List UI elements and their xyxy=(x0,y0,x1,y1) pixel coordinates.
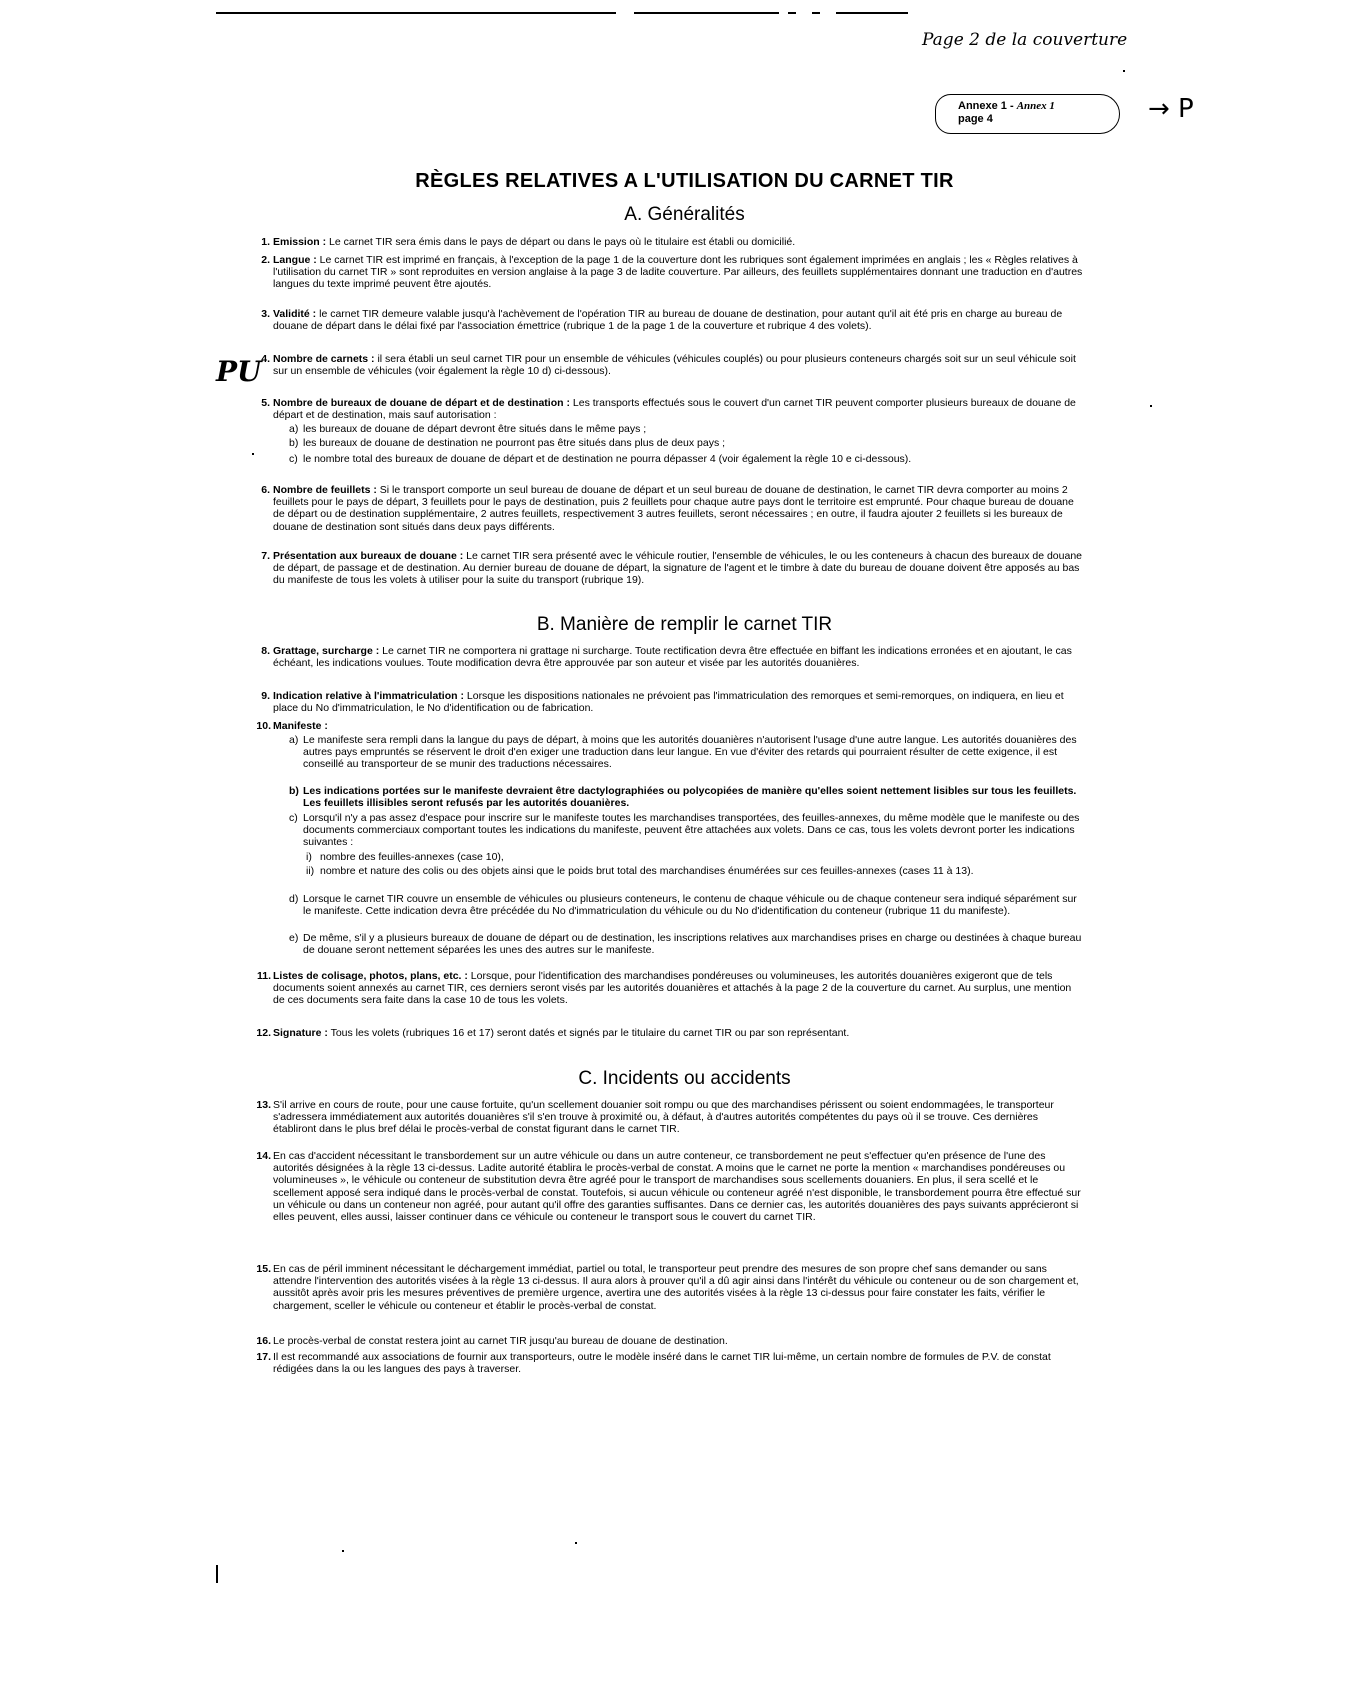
rule-10c: c) Lorsqu'il n'y a pas assez d'espace pour inscrire sur le manifeste toutes les marchandises transportées, des feuilles-annexes, du même modèle que le manifeste ou des documents commerciaux comportant toutes les indications du manifeste, peuvent être attachées aux volets. Dans ce cas, tous les volets devront porter les indications suivantes : xyxy=(289,812,1080,849)
rule-5c: c) le nombre total des bureaux de douane de départ et de destination ne pourra dépasser 4 (voir également la règle 10 e ci-dessous). xyxy=(289,453,912,465)
scan-speck xyxy=(1150,405,1152,407)
handwritten-note: Page 2 de la couverture xyxy=(922,30,1128,50)
rule-7: 7. Présentation aux bureaux de douane : Le carnet TIR sera présenté avec le véhicule routier, l'ensemble de véhicules, le ou les conteneurs à chacun des bureaux de douane de départ, de passage et de destination. Au dernier bureau de douane de départ, la signature de l'agent et le timbre à date du bureau de douane doivent être apposés au bas du manifeste de tous les volets à utiliser pour la suite du transport (rubrique 19). xyxy=(261,550,1082,587)
rule-9: 9. Indication relative à l'immatriculation : Lorsque les dispositions nationales ne prévoient pas l'immatriculation des remorques et semi-remorques, on indiquera, en lieu et place du No d'immatriculation, le No d'identification ou de fabrication. xyxy=(261,690,1064,715)
rule-5: 5. Nombre de bureaux de douane de départ et de destination : Les transports effectués sous le couvert d'un carnet TIR peuvent comporter plusieurs bureaux de douane de départ et de destination, mais sauf autorisation : xyxy=(261,397,1076,422)
top-rule-left xyxy=(216,12,616,14)
rule-1: 1. Emission : Le carnet TIR sera émis dans le pays de départ ou dans le pays où le titulaire est établi ou domicilié. xyxy=(261,236,796,248)
rule-10: 10. Manifeste : xyxy=(256,720,328,732)
rule-10c-i: i) nombre des feuilles-annexes (case 10), xyxy=(306,851,504,863)
rule-4: 4. Nombre de carnets : il sera établi un seul carnet TIR pour un ensemble de véhicules (véhicules couplés) ou pour plusieurs conteneurs chargés soit sur un seul véhicule soit sur un ensemble de véhicules (voir également la règle 10 d) ci-dessous). xyxy=(261,353,1076,378)
scan-speck xyxy=(252,453,254,455)
rule-13: 13. S'il arrive en cours de route, pour une cause fortuite, qu'un scellement douanier soit rompu ou que des marchandises périssent ou soient endommagées, le transporteur s'adressera immédiatement aux autorités douanières s'il s'en trouve à proximité ou, à défaut, à d'autres autorités compétentes du pays où il se trouve. Ces dernières établiront dans le plus bref délai le procès-verbal de constat figurant dans le carnet TIR. xyxy=(256,1099,1054,1136)
rule-5b: b) les bureaux de douane de destination ne pourront pas être situés dans plus de deux pays ; xyxy=(289,437,726,449)
annex-label xyxy=(935,94,1120,134)
annex-line1-italic: Annex 1 xyxy=(1016,100,1055,112)
scan-speck xyxy=(342,1550,344,1552)
rule-16: 16. Le procès-verbal de constat restera joint au carnet TIR jusqu'au bureau de douane de destination. xyxy=(256,1335,728,1347)
section-b-title: B. Manière de remplir le carnet TIR xyxy=(536,614,833,635)
top-rule-dash2 xyxy=(812,12,820,14)
scan-speck xyxy=(216,1565,218,1583)
scan-speck xyxy=(1123,70,1125,72)
rule-14: 14. En cas d'accident nécessitant le transbordement sur un autre véhicule ou dans un autre conteneur, ce transbordement ne peut s'effectuer qu'en présence de l'une des autorités désignées à la règle 13 ci-dessus. Ladite autorité établira le procès-verbal de constat. A moins que le carnet ne porte la mention « marchandises pondéreuses ou volumineuses », le véhicule ou conteneur de substitution devra être agréé pour le transport de marchandises sous scellements douaniers. En plus, il sera scellé et le scellement apposé sera indiqué dans le procès-verbal de constat. Toutefois, si aucun véhicule ou conteneur agréé n'est disponible, le transbordement pourra être effectué sur un véhicule ou dans un conteneur non agréé, pour autant qu'il offre des garanties suffisantes. Dans ce dernier cas, les autorités douanières des pays suivants apprécieront si elles peuvent, elles aussi, laisser continuer dans ce véhicule ou conteneur le transport sous le couvert du carnet TIR. xyxy=(256,1150,1081,1224)
rule-11: 11. Listes de colisage, photos, plans, etc. : Lorsque, pour l'identification des marchandises pondéreuses ou volumineuses, les autorités douanières exigeront que de tels documents soient annexés au carnet TIR, ces derniers seront visés par les autorités douanières et attachés à la page 2 de la couverture du carnet. Au surplus, une mention de ces documents sera faite dans la case 10 de tous les volets. xyxy=(256,970,1072,1007)
section-c-title: C. Incidents ou accidents xyxy=(578,1068,791,1089)
arrow-mark: → P xyxy=(1148,94,1194,124)
annex-line1: Annexe 1 - xyxy=(958,100,1017,112)
rule-8: 8. Grattage, surcharge : Le carnet TIR ne comportera ni grattage ni surcharge. Toute rectification devra être effectuée en biffant les indications erronées et en ajoutant, le cas échéant, les indications voulues. Toute modification devra être approuvée par son auteur et visée par les autorités douanières. xyxy=(261,645,1072,670)
top-rule-right xyxy=(836,12,908,14)
rule-15: 15. En cas de péril imminent nécessitant le déchargement immédiat, partiel ou total, le transporteur peut prendre des mesures de son propre chef sans demander ou sans attendre l'intervention des autorités visées à la règle 13 ci-dessus. Il aura alors à prouver qu'il a dû agir ainsi dans l'intérêt du véhicule ou conteneur ou de son chargement et, aussitôt après avoir pris les mesures préventives de première urgence, avertira une des autorités visées à la règle 13 ci-dessus pour faire constater les faits, vérifier le chargement, sceller le véhicule ou conteneur et établir le procès-verbal de constat. xyxy=(256,1263,1079,1312)
rule-5a: a) les bureaux de douane de départ devront être situés dans le même pays ; xyxy=(289,423,647,435)
rule-17: 17. Il est recommandé aux associations de fournir aux transporteurs, outre le modèle inséré dans le carnet TIR lui-même, un certain nombre de formules de P.V. de constat rédigées dans la ou les langues des pays à traverser. xyxy=(256,1351,1051,1376)
document-title: RÈGLES RELATIVES A L'UTILISATION DU CARNET TIR xyxy=(415,170,954,192)
rule-2: 2. Langue : Le carnet TIR est imprimé en français, à l'exception de la page 1 de la couverture dont les rubriques sont également imprimées en anglais ; les « Règles relatives à l'utilisation du carnet TIR » sont reproduites en version anglaise à la page 3 de ladite couverture. Par ailleurs, des feuillets supplémentaires donnant une traduction en d'autres langues du texte imprimé peuvent être ajoutés. xyxy=(261,254,1083,291)
rule-10d: d) Lorsque le carnet TIR couvre un ensemble de véhicules ou plusieurs conteneurs, le contenu de chaque véhicule ou de chaque conteneur sera indiqué séparément sur le manifeste. Cette indication devra être précédée du No d'immatriculation du véhicule ou du No d'identification du conteneur (rubrique 11 du manifeste). xyxy=(289,893,1077,918)
top-rule-mid xyxy=(634,12,779,14)
rule-10c-ii: ii) nombre et nature des colis ou des objets ainsi que le poids brut total des marchandises énumérées sur ces feuilles-annexes (cases 11 à 13). xyxy=(306,865,974,877)
scan-speck xyxy=(575,1542,577,1544)
rule-6: 6. Nombre de feuillets : Si le transport comporte un seul bureau de douane de départ et un seul bureau de douane de destination, le carnet TIR devra comporter au moins 2 feuillets pour le pays de départ, 3 feuillets pour le pays de destination, puis 2 feuillets pour chaque autre pays dont le territoire est emprunté. Pour chaque bureau de douane de départ ou de destination supplémentaire, 2 autres feuillets, respectivement 3 autres feuillets, seront nécessaires ; en outre, il faudra ajouter 2 feuillets si les bureaux de douane de destination sont situés dans deux pays différents. xyxy=(261,484,1074,533)
rule-10e: e) De même, s'il y a plusieurs bureaux de douane de départ ou de destination, les inscriptions relatives aux marchandises prises en charge ou destinées à chaque bureau de douane seront nettement séparées les unes des autres sur le manifeste. xyxy=(289,932,1082,957)
rule-10b: b) Les indications portées sur le manifeste devraient être dactylographiées ou polycopiées de manière qu'elles soient nettement lisibles sur tous les feuillets. Les feuillets illisibles seront refusés par les autorités douanières. xyxy=(289,785,1077,810)
rule-12: 12. Signature : Tous les volets (rubriques 16 et 17) seront datés et signés par le titulaire du carnet TIR ou par son représentant. xyxy=(256,1027,850,1039)
rule-10a: a) Le manifeste sera rempli dans la langue du pays de départ, à moins que les autorités douanières n'autorisent l'usage d'une autre langue. Les autorités douanières des autres pays empruntés se réservent le droit d'en exiger une traduction dans leur langue. En vue d'éviter des retards qui pourraient résulter de cette exigence, il est conseillé au transporteur de se munir des traductions nécessaires. xyxy=(289,734,1077,771)
margin-initials: PU xyxy=(216,355,262,388)
annex-page: page 4 xyxy=(958,113,993,125)
rule-3: 3. Validité : le carnet TIR demeure valable jusqu'à l'achèvement de l'opération TIR au bureau de douane de destination, pour autant qu'il ait été pris en charge au bureau de douane de départ dans le délai fixé par l'association émettrice (rubrique 1 de la page 1 de la couverture et rubrique 4 des volets). xyxy=(261,308,1063,333)
top-rule-dash1 xyxy=(788,12,796,14)
section-a-title: A. Généralités xyxy=(624,204,745,225)
